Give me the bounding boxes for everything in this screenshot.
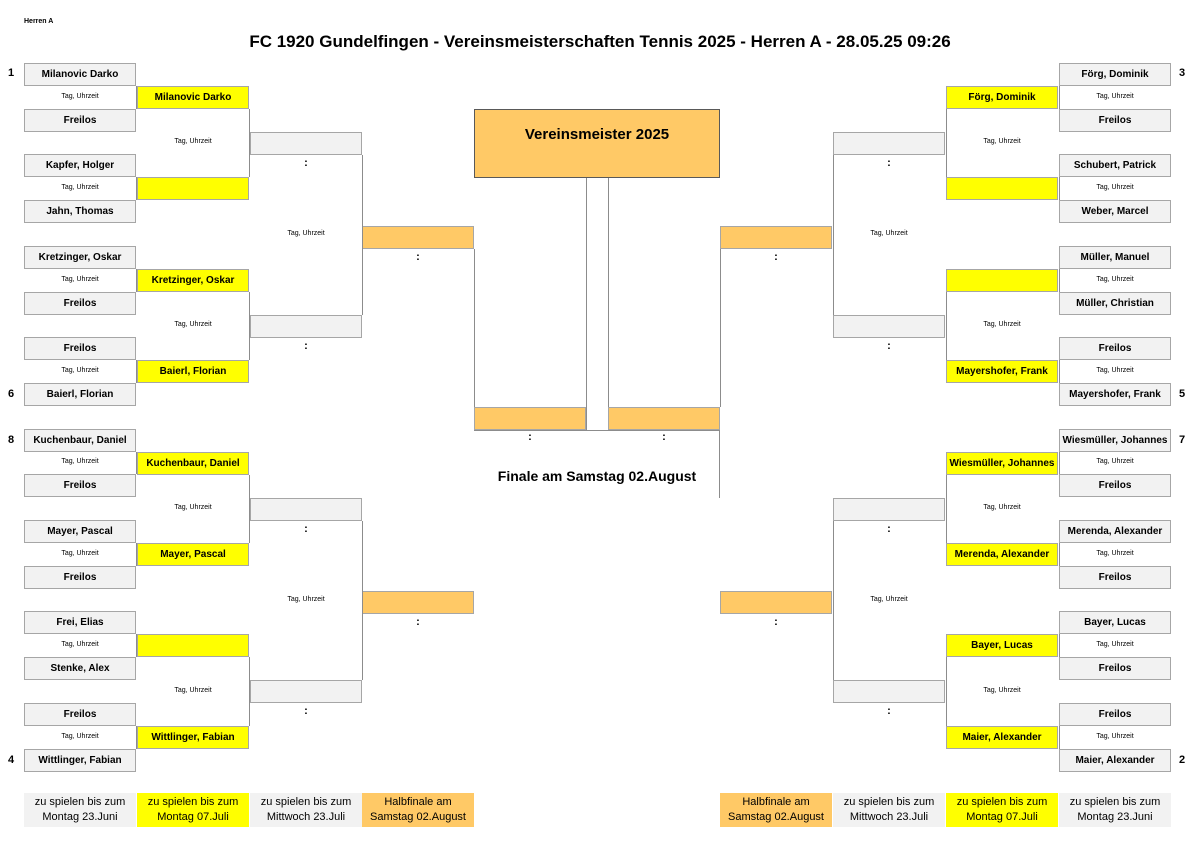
- winner-slot[interactable]: [946, 269, 1058, 292]
- winner-slot[interactable]: Maier, Alexander: [946, 726, 1058, 749]
- player-slot[interactable]: Förg, Dominik: [1059, 63, 1171, 86]
- bracket-line: [1059, 177, 1060, 200]
- bracket-line: [1059, 543, 1060, 566]
- bracket-line: [946, 109, 947, 177]
- winner-slot[interactable]: Kuchenbaur, Daniel: [137, 452, 249, 475]
- round3-slot[interactable]: [833, 498, 945, 521]
- round3-slot[interactable]: [833, 315, 945, 338]
- player-slot[interactable]: Freilos: [1059, 703, 1171, 726]
- match-time-placeholder: Tag, Uhrzeit: [174, 504, 212, 511]
- score-separator: :: [887, 340, 891, 352]
- match-time-placeholder: Tag, Uhrzeit: [61, 641, 99, 648]
- score-separator: :: [416, 616, 420, 628]
- winner-slot[interactable]: Wiesmüller, Johannes: [946, 452, 1058, 475]
- bracket-line: [833, 155, 834, 315]
- semifinal-slot[interactable]: [362, 226, 474, 249]
- schedule-note-left-3: zu spielen bis zum Mittwoch 23.Juli: [250, 793, 362, 827]
- score-separator: :: [304, 523, 308, 535]
- player-slot[interactable]: Jahn, Thomas: [24, 200, 136, 223]
- winner-slot[interactable]: Mayer, Pascal: [137, 543, 249, 566]
- seed-number: 4: [8, 754, 15, 766]
- semifinal-slot[interactable]: [362, 591, 474, 614]
- match-time-placeholder: Tag, Uhrzeit: [1096, 550, 1134, 557]
- score-separator: :: [887, 157, 891, 169]
- final-score-left: :: [528, 431, 532, 443]
- bracket-line: [136, 360, 137, 383]
- bracket-line: [136, 634, 137, 657]
- player-slot[interactable]: Freilos: [24, 566, 136, 589]
- page-title: FC 1920 Gundelfingen - Vereinsmeisterschaften Tennis 2025 - Herren A - 28.05.25 09:26: [249, 32, 951, 51]
- player-slot[interactable]: Weber, Marcel: [1059, 200, 1171, 223]
- winner-slot[interactable]: Bayer, Lucas: [946, 634, 1058, 657]
- semifinal-slot[interactable]: [720, 226, 832, 249]
- final-slot-right[interactable]: [608, 407, 720, 430]
- player-slot[interactable]: Kretzinger, Oskar: [24, 246, 136, 269]
- winner-slot[interactable]: Milanovic Darko: [137, 86, 249, 109]
- score-separator: :: [304, 340, 308, 352]
- bracket-line: [833, 521, 834, 680]
- winner-slot[interactable]: Baierl, Florian: [137, 360, 249, 383]
- player-slot[interactable]: Schubert, Patrick: [1059, 154, 1171, 177]
- bracket-line: [946, 292, 947, 360]
- match-time-placeholder: Tag, Uhrzeit: [61, 93, 99, 100]
- player-slot[interactable]: Milanovic Darko: [24, 63, 136, 86]
- winner-slot[interactable]: Mayershofer, Frank: [946, 360, 1058, 383]
- semifinal-slot[interactable]: [720, 591, 832, 614]
- bracket-line: [136, 726, 137, 749]
- score-separator: :: [304, 157, 308, 169]
- player-slot[interactable]: Freilos: [1059, 566, 1171, 589]
- seed-number: 7: [1179, 434, 1186, 446]
- winner-slot[interactable]: Kretzinger, Oskar: [137, 269, 249, 292]
- player-slot[interactable]: Müller, Christian: [1059, 292, 1171, 315]
- bracket-line: [1059, 634, 1060, 657]
- winner-slot[interactable]: [137, 634, 249, 657]
- bracket-line: [249, 657, 250, 726]
- match-time-placeholder: Tag, Uhrzeit: [174, 687, 212, 694]
- player-slot[interactable]: Wittlinger, Fabian: [24, 749, 136, 772]
- player-slot[interactable]: Freilos: [1059, 337, 1171, 360]
- player-slot[interactable]: Stenke, Alex: [24, 657, 136, 680]
- schedule-note-left-4: Halbfinale am Samstag 02.August: [362, 793, 474, 827]
- round3-slot[interactable]: [250, 132, 362, 155]
- round3-slot[interactable]: [250, 680, 362, 703]
- match-time-placeholder: Tag, Uhrzeit: [983, 687, 1021, 694]
- player-slot[interactable]: Freilos: [1059, 109, 1171, 132]
- bracket-line: [946, 657, 947, 726]
- match-time-placeholder: Tag, Uhrzeit: [1096, 458, 1134, 465]
- match-time-placeholder: Tag, Uhrzeit: [174, 138, 212, 145]
- player-slot[interactable]: Müller, Manuel: [1059, 246, 1171, 269]
- winner-slot[interactable]: Merenda, Alexander: [946, 543, 1058, 566]
- match-time-placeholder: Tag, Uhrzeit: [983, 138, 1021, 145]
- match-time-placeholder: Tag, Uhrzeit: [1096, 184, 1134, 191]
- match-time-placeholder: Tag, Uhrzeit: [1096, 733, 1134, 740]
- final-date-note: Finale am Samstag 02.August: [497, 468, 697, 484]
- bracket-line: [720, 249, 721, 407]
- player-slot[interactable]: Baierl, Florian: [24, 383, 136, 406]
- seed-number: 1: [8, 67, 15, 79]
- match-time-placeholder: Tag, Uhrzeit: [870, 596, 908, 603]
- bracket-label: Herren A: [24, 18, 54, 25]
- player-slot[interactable]: Mayershofer, Frank: [1059, 383, 1171, 406]
- bracket-line: [136, 452, 137, 474]
- schedule-note-left-2: zu spielen bis zum Montag 07.Juli: [137, 793, 249, 827]
- winner-slot[interactable]: [137, 177, 249, 200]
- bracket-line: [1059, 86, 1060, 109]
- score-separator: :: [887, 523, 891, 535]
- bracket-line: [1059, 726, 1060, 749]
- bracket-line: [249, 109, 250, 177]
- match-time-placeholder: Tag, Uhrzeit: [1096, 93, 1134, 100]
- bracket-line: [136, 543, 137, 566]
- player-slot[interactable]: Merenda, Alexander: [1059, 520, 1171, 543]
- player-slot[interactable]: Bayer, Lucas: [1059, 611, 1171, 634]
- winner-slot[interactable]: Wittlinger, Fabian: [137, 726, 249, 749]
- bracket-line: [249, 292, 250, 360]
- bracket-line: [362, 155, 363, 315]
- bracket-line: [946, 475, 947, 543]
- bracket-line: [136, 86, 137, 109]
- seed-number: 3: [1179, 67, 1186, 79]
- player-slot[interactable]: Freilos: [24, 474, 136, 497]
- match-time-placeholder: Tag, Uhrzeit: [1096, 276, 1134, 283]
- seed-number: 8: [8, 434, 15, 446]
- final-slot-left[interactable]: [474, 407, 586, 430]
- player-slot[interactable]: Freilos: [24, 703, 136, 726]
- bracket-line: [136, 269, 137, 292]
- match-time-placeholder: Tag, Uhrzeit: [287, 596, 325, 603]
- bracket-line: [136, 177, 137, 200]
- match-time-placeholder: Tag, Uhrzeit: [61, 276, 99, 283]
- bracket-line: [1059, 269, 1060, 292]
- player-slot[interactable]: Freilos: [24, 109, 136, 132]
- player-slot[interactable]: Freilos: [1059, 657, 1171, 680]
- match-time-placeholder: Tag, Uhrzeit: [61, 458, 99, 465]
- schedule-note-right-3: zu spielen bis zum Montag 07.Juli: [946, 793, 1058, 827]
- match-time-placeholder: Tag, Uhrzeit: [983, 504, 1021, 511]
- round3-slot[interactable]: [250, 315, 362, 338]
- player-slot[interactable]: Kuchenbaur, Daniel: [24, 429, 136, 452]
- player-slot[interactable]: Mayer, Pascal: [24, 520, 136, 543]
- champion-box: Vereinsmeister 2025: [474, 109, 720, 178]
- player-slot[interactable]: Kapfer, Holger: [24, 154, 136, 177]
- player-slot[interactable]: Freilos: [24, 292, 136, 315]
- match-time-placeholder: Tag, Uhrzeit: [61, 367, 99, 374]
- score-separator: :: [887, 705, 891, 717]
- player-slot[interactable]: Freilos: [1059, 474, 1171, 497]
- round3-slot[interactable]: [833, 680, 945, 703]
- seed-number: 6: [8, 388, 15, 400]
- bracket-line: [362, 521, 363, 680]
- match-time-placeholder: Tag, Uhrzeit: [1096, 367, 1134, 374]
- bracket-line: [249, 475, 250, 543]
- score-separator: :: [416, 251, 420, 263]
- final-score-right: :: [662, 431, 666, 443]
- player-slot[interactable]: Wiesmüller, Johannes: [1059, 429, 1171, 452]
- winner-slot[interactable]: Förg, Dominik: [946, 86, 1058, 109]
- match-time-placeholder: Tag, Uhrzeit: [1096, 641, 1134, 648]
- score-separator: :: [304, 705, 308, 717]
- schedule-note-right-2: zu spielen bis zum Mittwoch 23.Juli: [833, 793, 945, 827]
- schedule-note-right-4: zu spielen bis zum Montag 23.Juni: [1059, 793, 1171, 827]
- bracket-line: [1059, 360, 1060, 383]
- winner-slot[interactable]: [946, 177, 1058, 200]
- match-time-placeholder: Tag, Uhrzeit: [61, 184, 99, 191]
- schedule-note-left-1: zu spielen bis zum Montag 23.Juni: [24, 793, 136, 827]
- seed-number: 5: [1179, 388, 1186, 400]
- player-slot[interactable]: Frei, Elias: [24, 611, 136, 634]
- score-separator: :: [774, 616, 778, 628]
- score-separator: :: [774, 251, 778, 263]
- match-time-placeholder: Tag, Uhrzeit: [287, 230, 325, 237]
- bracket-line: [1059, 452, 1060, 474]
- bracket-line: [474, 249, 475, 407]
- match-time-placeholder: Tag, Uhrzeit: [983, 321, 1021, 328]
- match-time-placeholder: Tag, Uhrzeit: [61, 733, 99, 740]
- seed-number: 2: [1179, 754, 1186, 766]
- match-time-placeholder: Tag, Uhrzeit: [870, 230, 908, 237]
- round3-slot[interactable]: [250, 498, 362, 521]
- schedule-note-right-1: Halbfinale am Samstag 02.August: [720, 793, 832, 827]
- match-time-placeholder: Tag, Uhrzeit: [174, 321, 212, 328]
- player-slot[interactable]: Maier, Alexander: [1059, 749, 1171, 772]
- player-slot[interactable]: Freilos: [24, 337, 136, 360]
- match-time-placeholder: Tag, Uhrzeit: [61, 550, 99, 557]
- round3-slot[interactable]: [833, 132, 945, 155]
